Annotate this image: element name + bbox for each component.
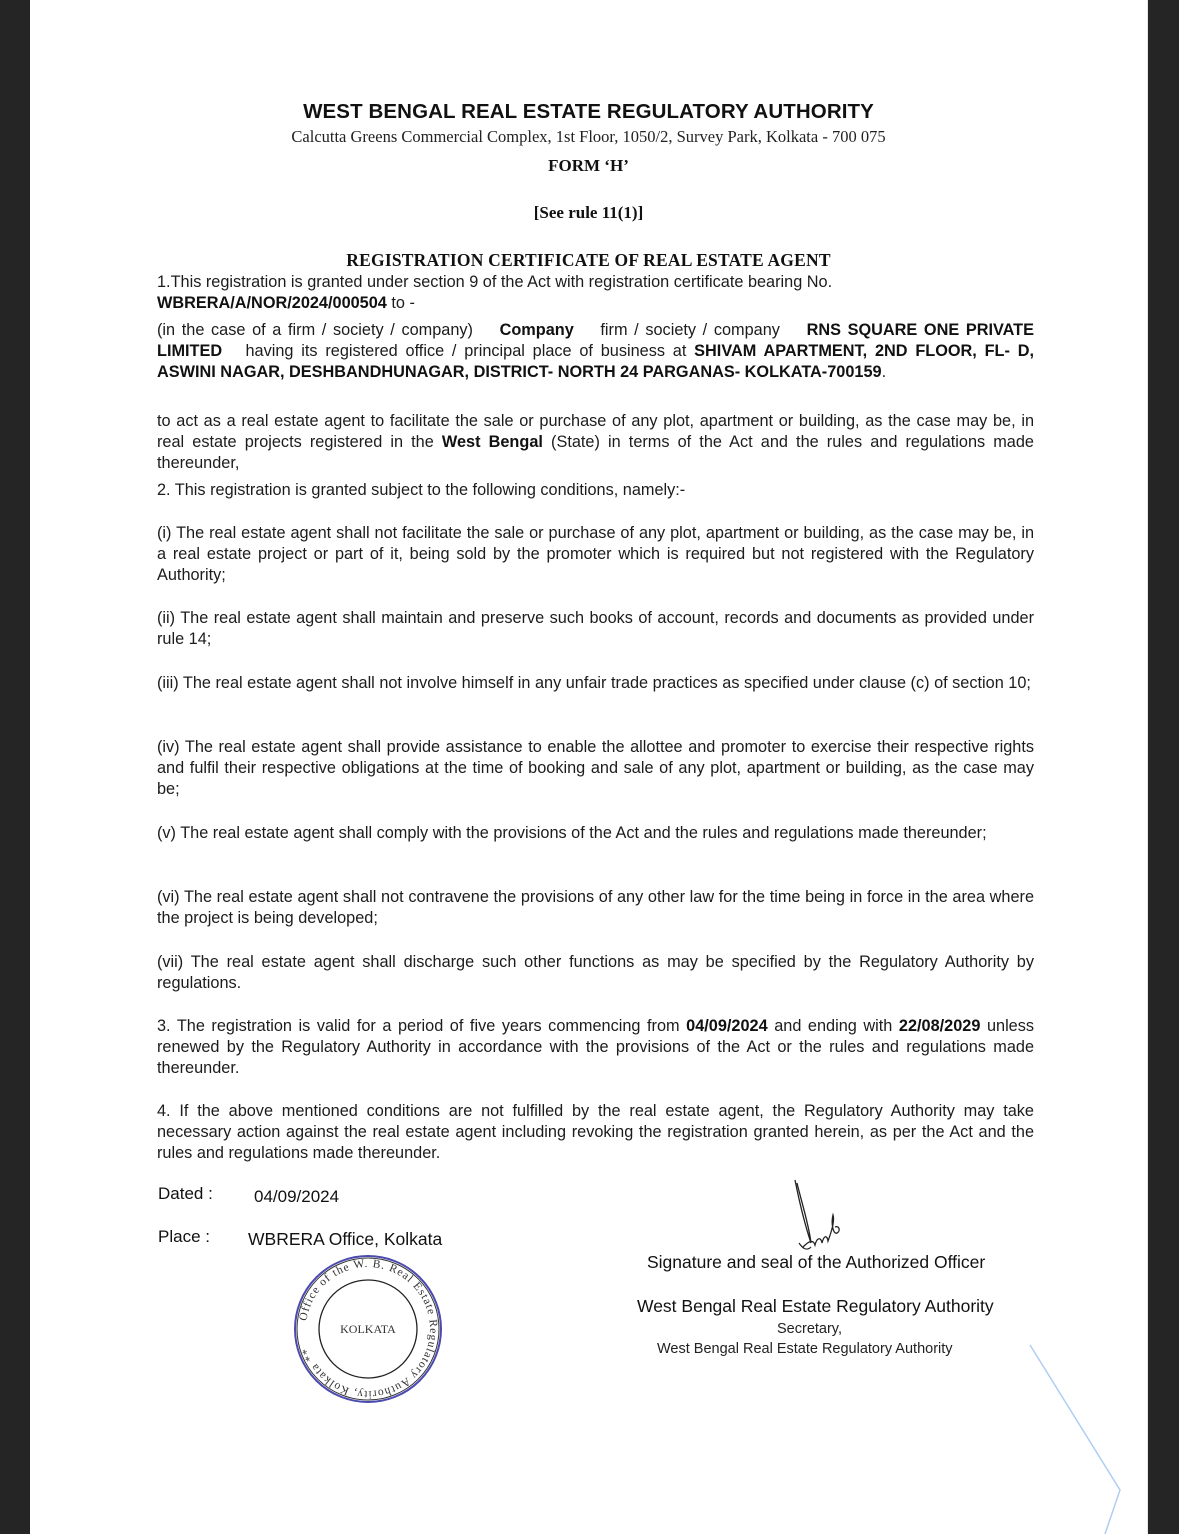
validity-text-a: 3. The registration is valid for a period of five years commencing from (157, 1017, 680, 1035)
validity-text-c: unless renewed by the Regulatory Authority in accordance with the provisions of the Act or the rules and regulations made thereunder. (157, 1017, 1035, 1077)
purpose-text-b: (State) in terms of the Act and the rules and regulations made thereunder, (157, 433, 1034, 472)
section-1-purpose (157, 411, 1034, 474)
authority-address: Calcutta Greens Commercial Complex, 1st Floor, 1050/2, Survey Park, Kolkata - 700 075 (291, 127, 886, 146)
section-1-intro-text: 1.This registration is granted under section 9 of the Act with registration certificate bearing No. (157, 273, 833, 291)
state-name: West Bengal (441, 433, 543, 451)
condition-v: (v) The real estate agent shall comply with the provisions of the Act and the rules and regulations made thereunder; (157, 824, 987, 842)
seal-center-text: KOLKATA (340, 1322, 396, 1336)
condition-i: (i) The real estate agent shall not facilitate the sale or purchase of any plot, apartment or building, as the case may be, in a real estate project or part of it, being sold by the promoter which is required but not registered with the Regulatory Authority; (157, 524, 1034, 584)
signature-caption: Signature and seal of the Authorized Officer (647, 1252, 986, 1272)
certificate-title: REGISTRATION CERTIFICATE OF REAL ESTATE AGENT (346, 250, 831, 270)
entity-type: Company (499, 321, 574, 339)
pen-mark-icon (1020, 1340, 1140, 1534)
stamp-title: Secretary, (777, 1321, 843, 1337)
section-1-intro (157, 272, 1034, 314)
stamp-organization: West Bengal Real Estate Regulatory Authority (657, 1341, 953, 1357)
svg-text:Office of the W. B. Real Estat: Office of the W. B. Real Estate Regulatory Authority, Kolkata ** (297, 1257, 440, 1401)
purpose-text-a: to act as a real estate agent to facilitate the sale or purchase of any plot, apartment or building, as the case may be, in real estate projects registered in the (157, 412, 1034, 451)
condition-iv: (iv) The real estate agent shall provide assistance to enable the allottee and promoter to exercise their respective rights and fulfil their respective obligations at the time of booking and sale of any plot, apartment or building, as the case may be; (157, 738, 1034, 798)
office-text: having its registered office / principal place of business at (245, 342, 687, 360)
place-label: Place : (158, 1227, 210, 1246)
condition-vi: (vi) The real estate agent shall not contravene the provisions of any other law for the time being in force in the area where the project is being developed; (157, 888, 1034, 927)
condition-ii: (ii) The real estate agent shall maintain and preserve such books of account, records and documents as provided under rule 14; (157, 609, 1034, 648)
authority-title: WEST BENGAL REAL ESTATE REGULATORY AUTHORITY (303, 100, 874, 123)
section-1-entity (157, 320, 1034, 383)
validity-text-b: and ending with (774, 1017, 893, 1035)
address-end: . (881, 363, 887, 381)
to-text: to - (386, 294, 415, 312)
signature-icon (785, 1175, 865, 1260)
dated-label: Dated : (158, 1184, 213, 1203)
company-name: RNS SQUARE ONE PRIVATE LIMITED (157, 321, 1034, 360)
official-seal-icon (288, 1254, 448, 1404)
section-2-intro: 2. This registration is granted subject to the following conditions, namely:- (157, 481, 686, 499)
validity-end-date: 22/08/2029 (898, 1017, 981, 1035)
entity-prefix: (in the case of a firm / society / company) (157, 321, 473, 339)
document-page (30, 0, 1147, 1534)
section-3-validity (157, 1016, 1034, 1079)
rule-reference: [See rule 11(1)] (533, 203, 644, 222)
condition-vii: (vii) The real estate agent shall discharge such other functions as may be specified by the Regulatory Authority by regulations. (157, 953, 1034, 992)
dated-value: 04/09/2024 (254, 1187, 340, 1206)
validity-start-date: 04/09/2024 (686, 1017, 768, 1035)
entity-label: firm / society / company (600, 321, 780, 339)
signatory-organization: West Bengal Real Estate Regulatory Authority (637, 1296, 994, 1316)
company-address: SHIVAM APARTMENT, 2ND FLOOR, FL- D, ASWINI NAGAR, DESHBANDHUNAGAR, DISTRICT- NORTH 24 PARGANAS- KOLKATA-700159 (157, 342, 1034, 381)
section-4-revocation: 4. If the above mentioned conditions are not fulfilled by the real estate agent, the Regulatory Authority may take necessary action against the real estate agent including revoking the registration granted herein, as per the Act and the rules and regulations made thereunder. (157, 1102, 1034, 1162)
form-label: FORM ‘H’ (548, 156, 629, 175)
registration-number: WBRERA/A/NOR/2024/000504 (157, 294, 387, 312)
condition-iii: (iii) The real estate agent shall not involve himself in any unfair trade practices as specified under clause (c) of section 10; (157, 674, 1031, 692)
place-value: WBRERA Office, Kolkata (248, 1229, 443, 1249)
